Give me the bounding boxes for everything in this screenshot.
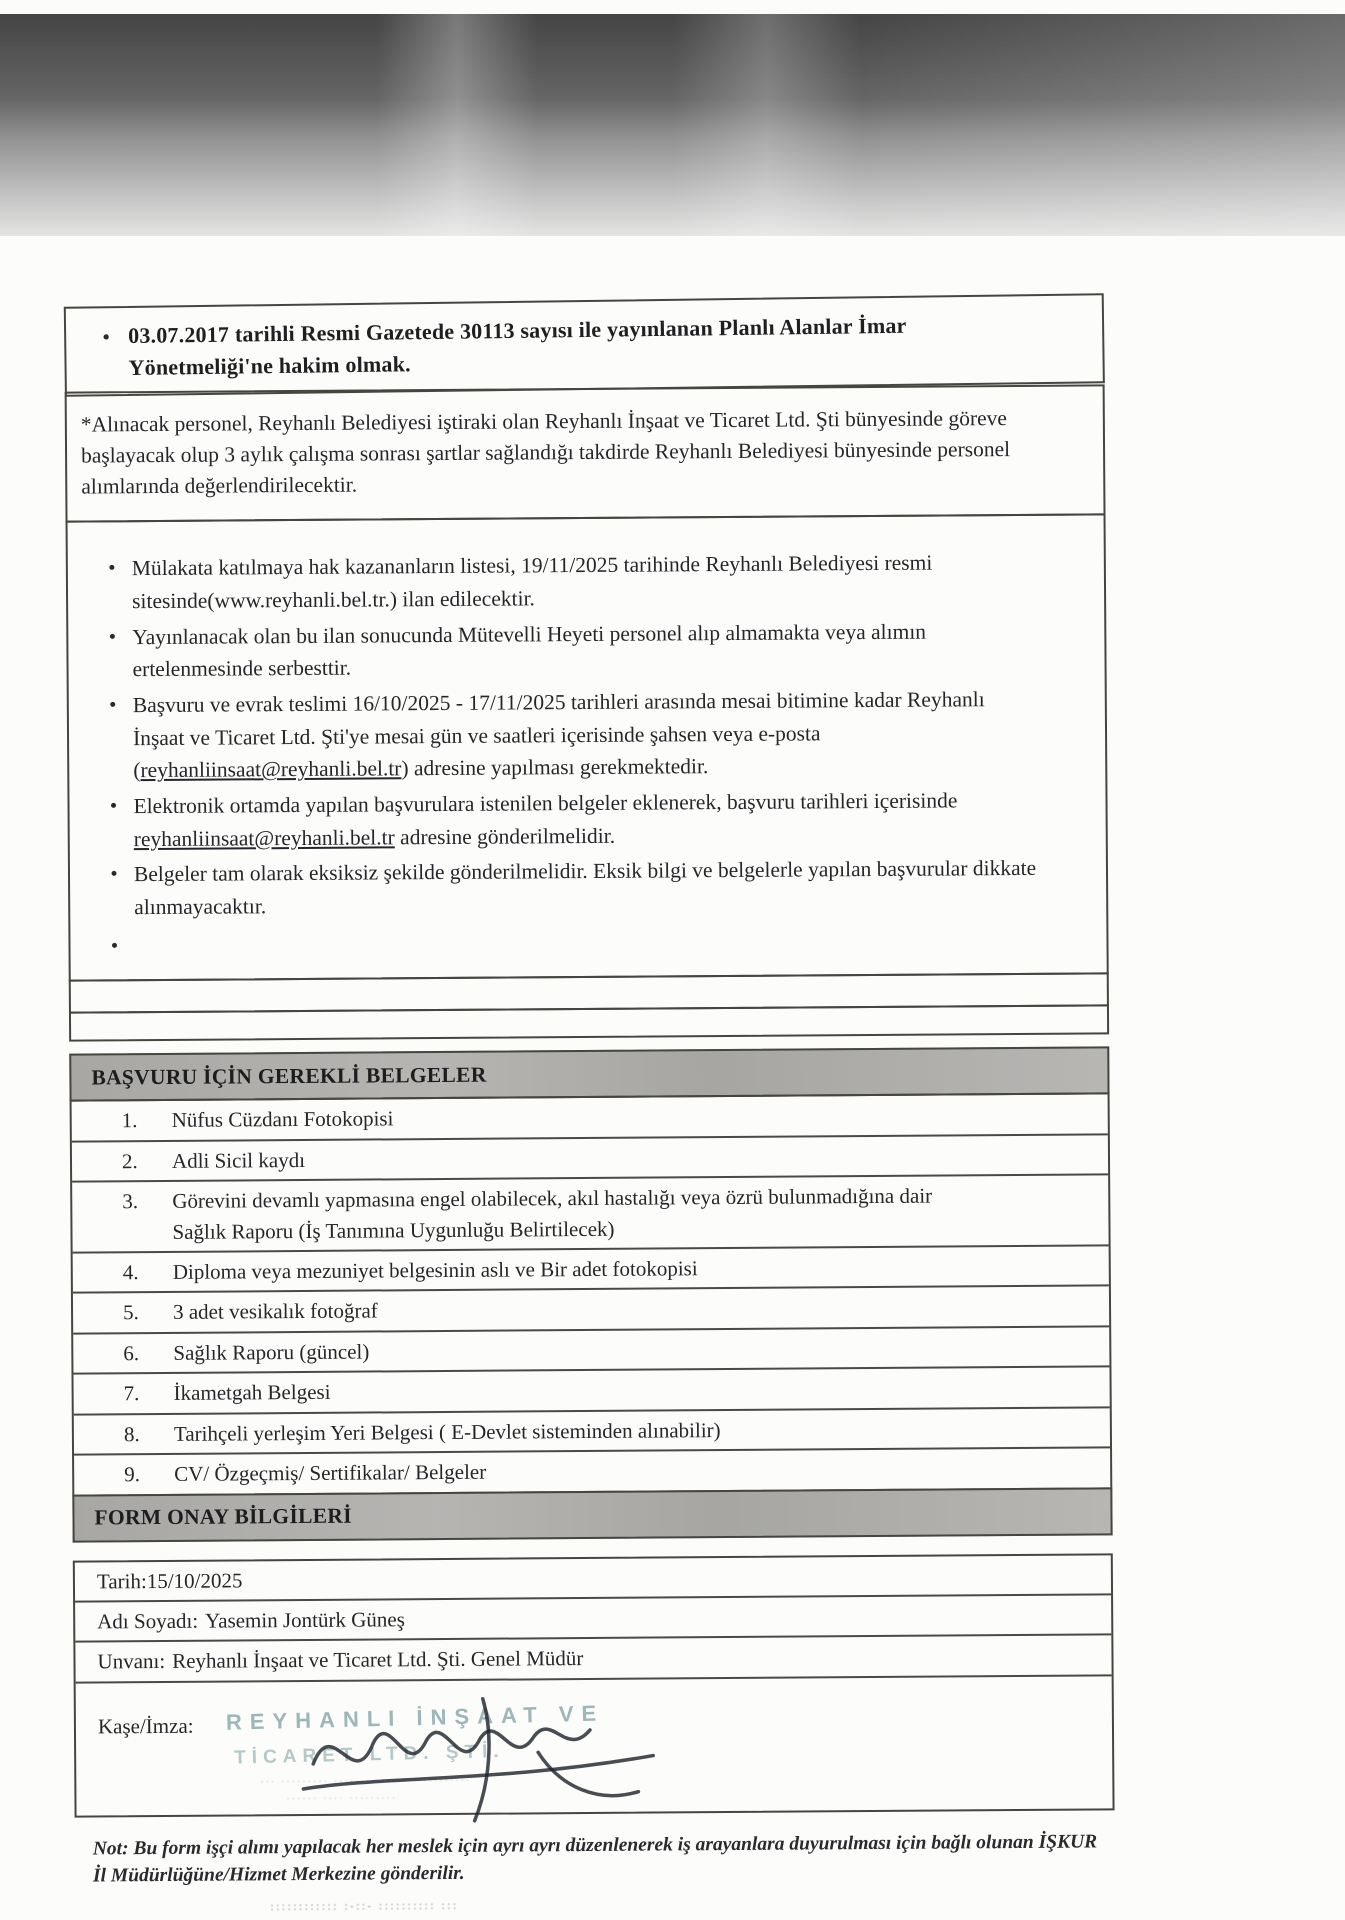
document-item-text: CV/ Özgeçmiş/ Sertifikalar/ Belgeler (174, 1459, 487, 1487)
regulation-requirement-text: 03.07.2017 tarihli Resmi Gazetede 30113 sayısı ile yayınlanan Planlı Alanlar İmar Yönetmeliği'ne hakim olmak. (127, 312, 907, 380)
form-field-label: Tarih: (96, 1568, 147, 1593)
form-field-title (75, 1634, 1111, 1682)
required-documents-header-text: BAŞVURU İÇİN GEREKLİ BELGELER (91, 1062, 487, 1090)
company-stamp-line1: REYHANLI İNŞAAT VE (225, 1700, 605, 1735)
footer-note-text: Not: Bu form işçi alımı yapılacak her meslek için ayrı ayrı düzenlenerek iş arayanlara duyurulması için bağlı olunan İŞKUR İl Müdürlüğüne/Hizmet Merkezine gönderilir. (92, 1831, 1098, 1887)
bullet-icon (94, 930, 134, 962)
document-body (64, 296, 1115, 1915)
document-item (74, 1446, 1110, 1494)
info-bullet-board-discretion (92, 614, 1078, 686)
info-bullet-electronic-application (93, 784, 1079, 856)
illegible-stamp-text: :::::::::::: :-::- :::::::::: ::: (270, 1899, 459, 1914)
form-field-value: Yasemin Jontürk Güneş (205, 1607, 405, 1633)
company-stamp-address: ······ ···· ········· (286, 1792, 398, 1804)
company-stamp-address: ··· ········· ········ ····· ··········· (260, 1775, 472, 1788)
bullet-text-pre: Elektronik ortamda yapılan başvurulara istenilen belgeler eklenerek, başvuru tarihleri içerisinde (133, 788, 958, 819)
form-approval-header-text: FORM ONAY BİLGİLERİ (94, 1503, 352, 1530)
bullet-text-post: ) adresine yapılması gerekmektedir. (401, 754, 709, 781)
info-bullet-text: Yayınlanacak olan bu ilan sonucunda Mütevelli Heyeti personel alıp almamakta veya alımın ertelenmesinde serbesttir. (132, 619, 927, 682)
application-info-box (66, 514, 1109, 982)
bullet-icon (92, 621, 132, 653)
regulation-bullet-row (84, 308, 1077, 385)
form-approval-fields (73, 1553, 1115, 1818)
document-item-text: Sağlık Raporu (güncel) (173, 1339, 370, 1365)
email-link[interactable]: reyhanliinsaat@reyhanli.bel.tr (133, 825, 395, 851)
document-item-text: Görevini devamlı yapmasına engel olabilecek, akıl hastalığı veya özrü bulunmadığına dair Sağlık Raporu (İş Tanımına Uygunluğu Belirtilecek) (172, 1183, 933, 1244)
bullet-icon (93, 790, 133, 822)
document-item-number: 3. (122, 1189, 139, 1214)
form-field-label: Unvanı: (97, 1649, 166, 1674)
company-stamp (226, 1699, 707, 1807)
info-bullet-complete-documents (94, 852, 1080, 924)
document-item-text: Tarihçeli yerleşim Yeri Belgesi ( E-Devlet sisteminden alınabilir) (173, 1417, 721, 1446)
company-stamp-line2: TİCARET LTD. ŞTİ. (233, 1740, 505, 1769)
form-field-label: Adı Soyadı: (97, 1608, 199, 1634)
bullet-icon (93, 689, 133, 721)
personnel-note-box (65, 384, 1106, 523)
document-item (72, 1173, 1108, 1251)
document-item-text: Nüfus Cüzdanı Fotokopisi (171, 1106, 394, 1133)
form-field-label: Kaşe/İmza: (97, 1713, 194, 1739)
form-approval-header (72, 1487, 1112, 1542)
scanner-artifact-band (0, 14, 1345, 236)
document-item-number: 2. (121, 1148, 138, 1173)
document-item-text: 3 adet vesikalık fotoğraf (172, 1298, 378, 1325)
document-item-text: İkametgah Belgesi (173, 1380, 331, 1406)
bullet-text-pre: Başvuru ve evrak teslimi 16/10/2025 - 17/11/2025 tarihleri arasında mesai bitimine kadar Reyhanlı İnşaat ve Ticaret Ltd. Şti'ye mesai gün ve saatleri içerisinde şahsen veya e-posta ( (132, 687, 985, 783)
personnel-note-text: *Alınacak personel, Reyhanlı Belediyesi iştiraki olan Reyhanlı İnşaat ve Ticaret Ltd. Şti bünyesinde göreve başlayacak olup 3 aylık çalışma sonrası şartlar sağlandığı takdirde Reyhanlı Belediyesi bünyesinde personel alımlarında değerlendirilecektir. (80, 405, 1011, 499)
info-bullet-text: Mülakata katılmaya hak kazananların listesi, 19/11/2025 tarihinde Reyhanlı Belediyesi resmi sitesinde(www.reyhanli.bel.tr.) ilan edilecektir. (131, 550, 933, 614)
bullet-icon (94, 858, 134, 890)
form-field-value: 15/10/2025 (146, 1567, 243, 1593)
footer-note (93, 1828, 1105, 1890)
empty-bullet-row (94, 923, 1080, 961)
info-bullet-text: Belgeler tam olarak eksiksiz şekilde gönderilmelidir. Eksik bilgi ve belgelerle yapılan başvurular dikkate alınmayacaktır. (133, 856, 1037, 920)
info-bullet-text (133, 784, 1038, 856)
bullet-icon (92, 552, 132, 584)
bullet-text-post: adresine gönderilmelidir. (394, 823, 616, 850)
info-bullet-text (133, 683, 1039, 787)
form-field-value: Reyhanlı İnşaat ve Ticaret Ltd. Şti. Genel Müdür (172, 1646, 584, 1674)
form-field-name (75, 1593, 1111, 1641)
email-link[interactable]: reyhanliinsaat@reyhanli.bel.tr (140, 756, 402, 783)
info-bullet-announcement (92, 546, 1078, 618)
bullet-icon (84, 320, 128, 354)
document-item-text: Adli Sicil kaydı (171, 1147, 306, 1173)
info-bullet-application-dates (93, 683, 1080, 788)
document-item-number: 5. (122, 1300, 139, 1325)
document-item-number: 4. (122, 1260, 139, 1285)
document-item-number: 7. (123, 1381, 140, 1406)
document-item (73, 1244, 1109, 1292)
regulation-requirement-box (64, 293, 1105, 396)
required-documents-list (70, 1093, 1113, 1497)
document-item-number: 6. (123, 1340, 140, 1366)
form-field-stamp-signature (76, 1674, 1113, 1815)
signature-scribble (298, 1691, 669, 1829)
document-item-number: 1. (121, 1108, 138, 1133)
document-item-number: 8. (123, 1421, 140, 1446)
document-item-text: Diploma veya mezuniyet belgesinin aslı ve Bir adet fotokopisi (172, 1256, 698, 1284)
document-item (72, 1133, 1108, 1181)
document-item-number: 9. (124, 1462, 141, 1487)
